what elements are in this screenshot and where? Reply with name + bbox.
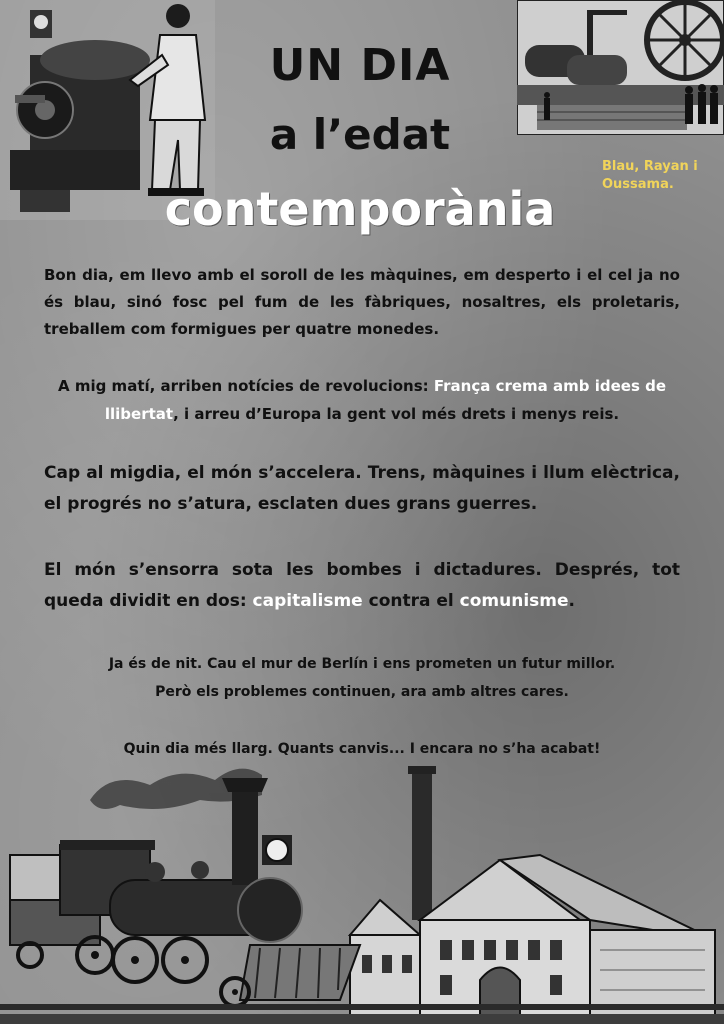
paragraph-revolutions-text-a: A mig matí, arriben notícies de revolucions: (58, 377, 434, 395)
paragraph-closing: Quin dia més llarg. Quants canvis... I encara no s’ha acabat! (123, 741, 601, 757)
highlight-capitalism: capitalisme (252, 591, 363, 611)
paragraph-cold-war-text-a: El món s’ensorra sota les bombes i dictadures. Després, tot queda dividit en dos: (44, 560, 680, 611)
highlight-communism: comunisme (459, 591, 569, 611)
paragraph-morning: Bon dia, em llevo amb el soroll de les màquines, em desperto i el cel ja no és blau, sinó fosc pel fum de les fàbriques, nosaltres, els proletaris, treballem com formigues per quatre monedes. (44, 266, 680, 338)
authors-credit: Blau, Rayan i Oussama. (602, 159, 698, 192)
paragraph-cold-war-text-c: . (568, 591, 576, 611)
paragraph-cold-war-text-b: contra el (362, 591, 460, 611)
paragraph-night (44, 650, 680, 706)
title-line-3: contemporània (164, 182, 556, 236)
paragraph-midday: Cap al migdia, el món s’accelera. Trens, màquines i llum elèctrica, el progrés no s’atura, esclaten dues grans guerres. (44, 463, 680, 514)
paragraph-revolutions (44, 372, 680, 428)
paragraph-night-line-1: Ja és de nit. Cau el mur de Berlín i ens prometen un futur millor. (108, 656, 616, 672)
paragraph-revolutions-text-b: , i arreu d’Europa la gent vol més drets i menys reis. (173, 405, 620, 423)
title-line-2: a l’edat (269, 110, 451, 159)
title-line-1: UN DIA (269, 40, 451, 91)
highlight-france: França crema amb idees de llibertat (104, 377, 666, 423)
paragraph-night-line-2: Però els problemes continuen, ara amb altres cares. (155, 684, 569, 700)
locomotive-factory-illustration (0, 760, 724, 1024)
paragraph-cold-war (44, 555, 680, 617)
